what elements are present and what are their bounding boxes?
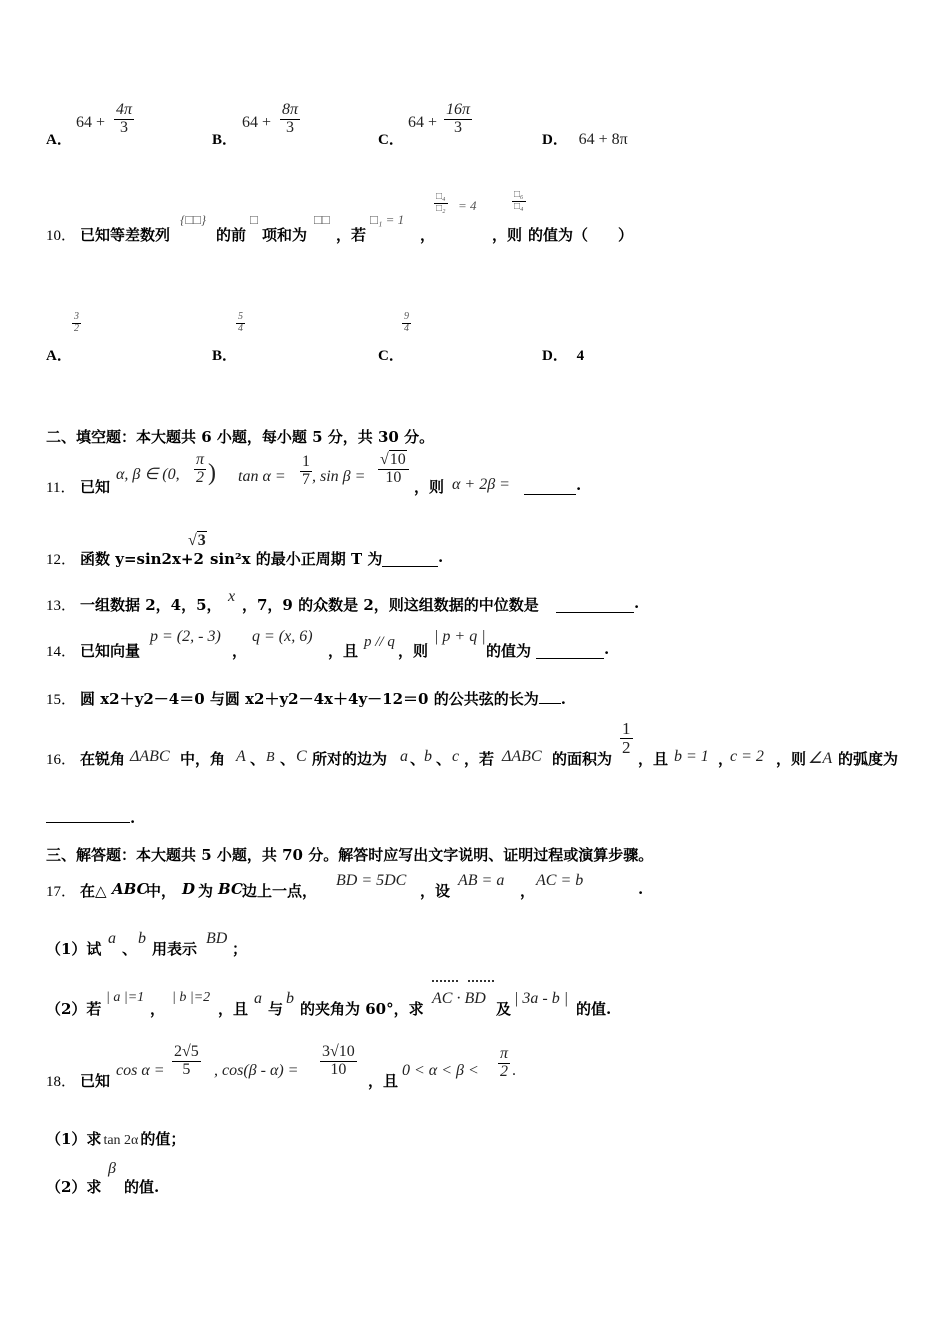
term-symbol: □ xyxy=(250,212,258,227)
vector-ab: AB = a xyxy=(458,872,505,889)
c-value: c = 2 xyxy=(730,748,764,765)
question-text: 与 xyxy=(268,1000,284,1018)
question-14 xyxy=(46,624,746,664)
q10-option-d xyxy=(542,344,584,365)
q9-option-c xyxy=(378,100,471,148)
q10-option-a xyxy=(46,311,79,364)
side-c: c xyxy=(452,748,460,765)
question-18-part-2 xyxy=(46,1160,246,1196)
answer-blank[interactable] xyxy=(539,689,561,704)
question-text: ，且 xyxy=(638,750,669,768)
separator: 、 xyxy=(410,750,426,768)
sin-fraction: $\frac{√10}{10}$ xyxy=(378,452,409,487)
question-text: ，设 xyxy=(420,882,451,900)
option-fraction: $\frac{16\pi}{3}$ xyxy=(446,101,471,136)
question-end: . xyxy=(438,548,444,566)
question-text: 中， xyxy=(146,882,177,900)
magnitude-expr: | 3a - b | xyxy=(514,990,569,1007)
vector-b: b xyxy=(138,930,146,947)
question-text: 边上一点， xyxy=(242,882,318,900)
vector-a: a xyxy=(108,930,116,947)
math-tan2a: tan 2α xyxy=(103,1133,139,1148)
question-13 xyxy=(46,586,746,616)
cos-fraction: $\frac{2√5}{5}$ xyxy=(174,1043,199,1078)
option-label: D． xyxy=(542,348,568,364)
question-text: ，且 xyxy=(368,1072,399,1090)
question-text: 中，角 xyxy=(180,750,226,768)
question-text: ，则 xyxy=(776,750,807,768)
option-fraction: $\frac{4\pi}{3}$ xyxy=(116,101,133,136)
question-end: 的值. xyxy=(124,1178,160,1196)
sqrt-3: √3 xyxy=(188,532,206,549)
question-end: . xyxy=(560,690,566,708)
question-text: ， xyxy=(232,642,248,660)
question-end: ； xyxy=(232,940,248,958)
part-label: （1）求 xyxy=(46,1130,102,1148)
option-label: D． xyxy=(542,132,568,148)
ratio-relation: BD = 5DC xyxy=(336,872,407,889)
triangle-abc: ΔABC xyxy=(502,748,542,765)
question-text: ，且 xyxy=(218,1000,249,1018)
question-end: . xyxy=(634,594,640,612)
question-text: 的值为（ ） xyxy=(528,226,634,244)
q10-option-b xyxy=(212,311,243,364)
question-text: 函数 y=sin2x+2 xyxy=(80,550,204,568)
option-expr: 64 + xyxy=(242,114,272,131)
point-d: D xyxy=(182,880,196,898)
question-text: ，则 xyxy=(398,642,429,660)
question-10 xyxy=(46,190,906,250)
math-sin: , sin β = xyxy=(312,468,366,485)
math-tan: tan α = xyxy=(238,468,286,485)
magnitude-b: | b |=2 xyxy=(172,990,211,1005)
question-text: 在△ xyxy=(80,882,107,900)
condition-1: □₁ = 1 xyxy=(370,212,405,227)
option-label: C． xyxy=(378,348,404,364)
question-12 xyxy=(46,530,746,570)
question-18 xyxy=(46,1042,606,1096)
pi-half-fraction: $\frac{\pi}{2}$ xyxy=(500,1045,509,1080)
question-text: 为 xyxy=(198,882,214,900)
question-text: sin²x 的最小正周期 T 为 xyxy=(210,550,383,568)
math-cos: cos α = xyxy=(116,1062,165,1079)
question-end: . xyxy=(130,809,136,827)
option-fraction: $\frac{3}{2}$ xyxy=(74,311,79,334)
question-text: 的前 xyxy=(216,226,247,244)
vector-b: b xyxy=(286,990,294,1007)
section-3-heading: 三、解答题：本大题共 5 小题，共 70 分。解答时应写出文字说明、证明过程或演算步骤。 xyxy=(46,846,654,864)
triangle-abc: ΔABC xyxy=(130,748,170,765)
vector-q: q = (x, 6) xyxy=(252,628,313,645)
ask-fraction: □₆ □₄ xyxy=(514,189,524,212)
question-number: 10． xyxy=(46,228,77,244)
question-11 xyxy=(46,450,926,504)
answer-blank[interactable] xyxy=(556,594,634,613)
math-period: . xyxy=(512,1062,516,1079)
question-15 xyxy=(46,688,566,709)
question-number: 16． xyxy=(46,752,77,768)
question-text: 项和为 xyxy=(262,226,308,244)
separator: 、 xyxy=(436,750,452,768)
option-label: A． xyxy=(46,132,72,148)
condition-2-fraction: □₄ □₂ xyxy=(436,191,446,214)
inequality: 0 < α < β < xyxy=(402,1062,479,1079)
separator: ， xyxy=(718,750,734,768)
option-label: B． xyxy=(212,348,238,364)
math-range: α, β ∈ (0, xyxy=(116,466,180,483)
question-text: 已知等差数列 xyxy=(80,226,171,244)
question-end: . xyxy=(604,640,610,658)
angle-a: A xyxy=(236,748,246,765)
math-cos-diff: , cos(β - α) = xyxy=(214,1062,299,1079)
part-label: （1）试 xyxy=(46,940,102,958)
angle-b: B xyxy=(266,750,275,765)
question-17-part-2 xyxy=(46,980,686,1020)
segment-bc: BC xyxy=(218,880,243,898)
question-text: 所对的边为 xyxy=(312,750,388,768)
separator: 、 xyxy=(250,750,266,768)
parallel-condition: p // q xyxy=(364,634,395,650)
separator: ， xyxy=(150,1000,166,1018)
question-number: 18． xyxy=(46,1074,77,1090)
option-value: 4 xyxy=(576,348,585,364)
triangle-abc: ABC xyxy=(112,880,149,898)
question-end: . xyxy=(576,476,582,494)
question-16 xyxy=(46,720,916,770)
vector-a: a xyxy=(254,990,262,1007)
section-2-heading: 二、填空题：本大题共 6 小题，每小题 5 分，共 30 分。 xyxy=(46,428,435,446)
question-text: 的夹角为 60°，求 xyxy=(300,1000,424,1018)
answer-blank[interactable] xyxy=(536,640,604,659)
math-beta: β xyxy=(108,1160,116,1177)
question-end: 的值； xyxy=(140,1130,186,1148)
option-expr: 64 + xyxy=(408,114,438,131)
b-value: b = 1 xyxy=(674,748,709,765)
magnitude-a: | a |=1 xyxy=(106,990,145,1005)
question-number: 11． xyxy=(46,480,76,496)
part-label: （2）若 xyxy=(46,1000,102,1018)
part-label: （2）求 xyxy=(46,1178,102,1196)
question-text: 的值为 xyxy=(486,642,532,660)
q10-option-c xyxy=(378,311,409,364)
answer-blank[interactable] xyxy=(524,476,576,495)
vector-arrow xyxy=(432,980,458,986)
condition-2-rhs: = 4 xyxy=(458,198,477,213)
question-text: 一组数据 2，4，5， xyxy=(80,596,222,614)
vector-p: p = (2, - 3) xyxy=(150,628,221,645)
question-text: 已知向量 xyxy=(80,642,141,660)
question-text: 及 xyxy=(496,1000,512,1018)
q9-option-b xyxy=(212,100,299,148)
question-text: ，7，9 的众数是 2，则这组数据的中位数是 xyxy=(242,596,539,614)
question-text: ，则 xyxy=(492,226,523,244)
angle-a-symbol: ∠A xyxy=(808,750,833,767)
question-text: 用表示 xyxy=(152,940,198,958)
dot-product: AC · BD xyxy=(432,990,486,1007)
tan-fraction: $\frac{1}{7}$ xyxy=(302,453,310,488)
area-fraction: $\frac{1}{2}$ xyxy=(622,719,631,757)
vector-ac: AC = b xyxy=(536,872,584,889)
option-expr: 64 + 8π xyxy=(578,131,628,148)
side-b: b xyxy=(424,748,432,765)
q9-option-a xyxy=(46,100,133,148)
question-end: 的值. xyxy=(576,1000,612,1018)
question-number: 13． xyxy=(46,598,77,614)
question-text: ，若 xyxy=(336,226,367,244)
option-expr: 64 + xyxy=(76,114,106,131)
question-text: ，则 xyxy=(414,478,445,496)
option-label: A． xyxy=(46,348,72,364)
question-text: ，若 xyxy=(464,750,495,768)
option-label: B． xyxy=(212,132,238,148)
question-17 xyxy=(46,868,646,902)
question-number: 17． xyxy=(46,884,77,900)
cos-diff-fraction: $\frac{3√10}{10}$ xyxy=(322,1043,355,1078)
question-number: 14． xyxy=(46,644,77,660)
separator: ， xyxy=(520,882,536,900)
question-text: ， xyxy=(420,226,436,244)
answer-blank[interactable] xyxy=(382,548,438,567)
vector-magnitude: | p + q | xyxy=(434,628,486,645)
vector-arrow xyxy=(468,980,494,986)
question-text: ，且 xyxy=(328,642,359,660)
side-a: a xyxy=(400,748,408,765)
question-text: 已知 xyxy=(80,1072,111,1090)
pi-half-fraction: $\frac{\pi}{2}$ xyxy=(196,451,205,486)
math-paren: ) xyxy=(208,460,216,486)
angle-c: C xyxy=(296,748,307,765)
question-18-part-1 xyxy=(46,1128,185,1149)
option-label: C． xyxy=(378,132,404,148)
question-number: 12． xyxy=(46,552,77,568)
question-text: 已知 xyxy=(80,478,111,496)
option-fraction: $\frac{8\pi}{3}$ xyxy=(282,101,299,136)
question-text: 在锐角 xyxy=(80,750,126,768)
separator: 、 xyxy=(280,750,296,768)
question-number: 15． xyxy=(46,692,77,708)
math-x: x xyxy=(228,588,236,605)
question-text: 圆 x2＋y2－4＝0 与圆 x2＋y2－4x＋4y－12＝0 的公共弦的长为 xyxy=(80,690,539,708)
separator: 、 xyxy=(122,940,138,958)
math-expr: α + 2β = xyxy=(452,476,510,493)
sequence-symbol: {□□} xyxy=(180,212,207,227)
sum-symbol: □□ xyxy=(314,212,330,227)
answer-blank[interactable] xyxy=(46,808,130,823)
option-fraction: $\frac{9}{4}$ xyxy=(404,311,409,334)
question-text: 的弧度为 xyxy=(838,750,899,768)
question-text: 的面积为 xyxy=(552,750,613,768)
question-16-answer xyxy=(46,808,135,827)
option-fraction: $\frac{5}{4}$ xyxy=(238,311,243,334)
question-17-part-1 xyxy=(46,926,446,956)
vector-bd: BD xyxy=(206,930,228,947)
q9-option-d xyxy=(542,128,628,149)
question-end: . xyxy=(638,880,644,898)
